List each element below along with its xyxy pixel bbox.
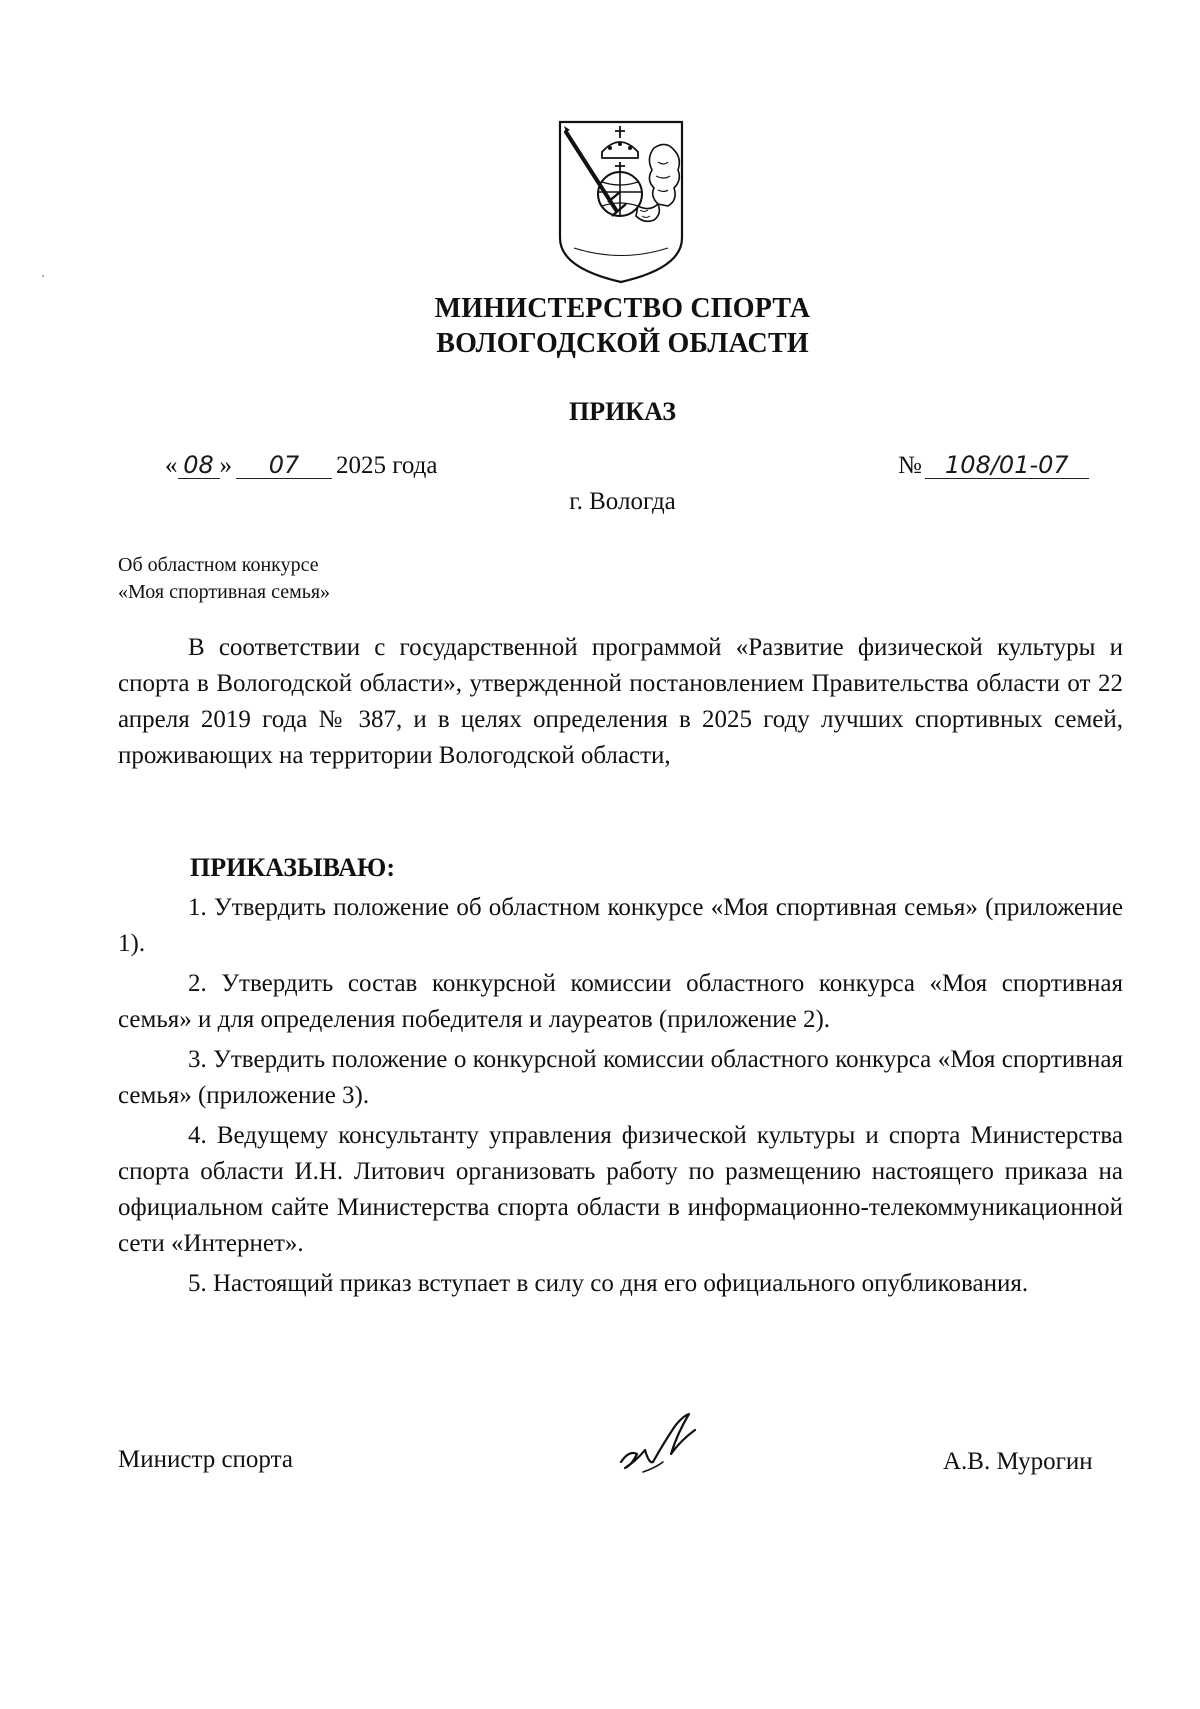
date-close-quote: » (219, 452, 232, 479)
order-item: 1. Утвердить положение об областном конкурсе «Моя спортивная семья» (приложение 1). (118, 894, 1123, 957)
preamble-paragraph: В соответствии с государственной программой «Развитие физической культуры и спорта в Вологодской области», утвержденной постановлением Правительства области от 22 апреля 2019 года № 387, и в целях определения в 2025 году лучших спортивных семей, проживающих на территории Вологодской области, (118, 634, 1123, 769)
coat-of-arms-icon (554, 118, 688, 286)
date-open-quote: « (165, 452, 178, 479)
order-items (118, 890, 1123, 1306)
order-item: 4. Ведущему консультанту управления физической культуры и спорта Министерства спорта области И.Н. Литович организовать работу по размещению настоящего приказа на официальном сайте Министерства спорта области в информационно-телекоммуникационной сети «Интернет». (118, 1122, 1123, 1257)
order-item: 3. Утвердить положение о конкурсной комиссии областного конкурса «Моя спортивная семья» (приложение 3). (118, 1046, 1123, 1109)
ministry-name-line2: ВОЛОГОДСКОЙ ОБЛАСТИ (436, 328, 809, 359)
city: г. Вологда (569, 488, 676, 515)
document-type: ПРИКАЗ (568, 397, 677, 426)
subject-line2: «Моя спортивная семья» (118, 581, 331, 603)
subject-line1: Об областном конкурсе (118, 554, 319, 576)
order-date (165, 452, 437, 480)
scan-speck (42, 275, 44, 277)
ministry-name-line1: МИНИСТЕРСТВО СПОРТА (434, 293, 811, 324)
order-item: 2. Утвердить состав конкурсной комиссии областного конкурса «Моя спортивная семья» и для определения победителя и лауреатов (приложение 2). (118, 970, 1123, 1033)
number-handwritten: 108/01-07 (925, 452, 1089, 479)
number-prefix: № (898, 452, 922, 479)
handwritten-signature (615, 1410, 705, 1480)
date-month-handwritten: 07 (236, 452, 332, 479)
order-word: ПРИКАЗЫВАЮ: (190, 853, 395, 882)
date-year: 2025 года (336, 452, 438, 479)
order-item: 5. Настоящий приказ вступает в силу со дня его официального опубликования. (188, 1270, 1029, 1297)
order-number (898, 452, 1089, 480)
date-day-handwritten: 08 (178, 452, 220, 479)
order-subject (118, 552, 330, 606)
signatory-name: А.В. Мурогин (943, 1448, 1093, 1475)
signatory-title: Министр спорта (118, 1446, 293, 1473)
